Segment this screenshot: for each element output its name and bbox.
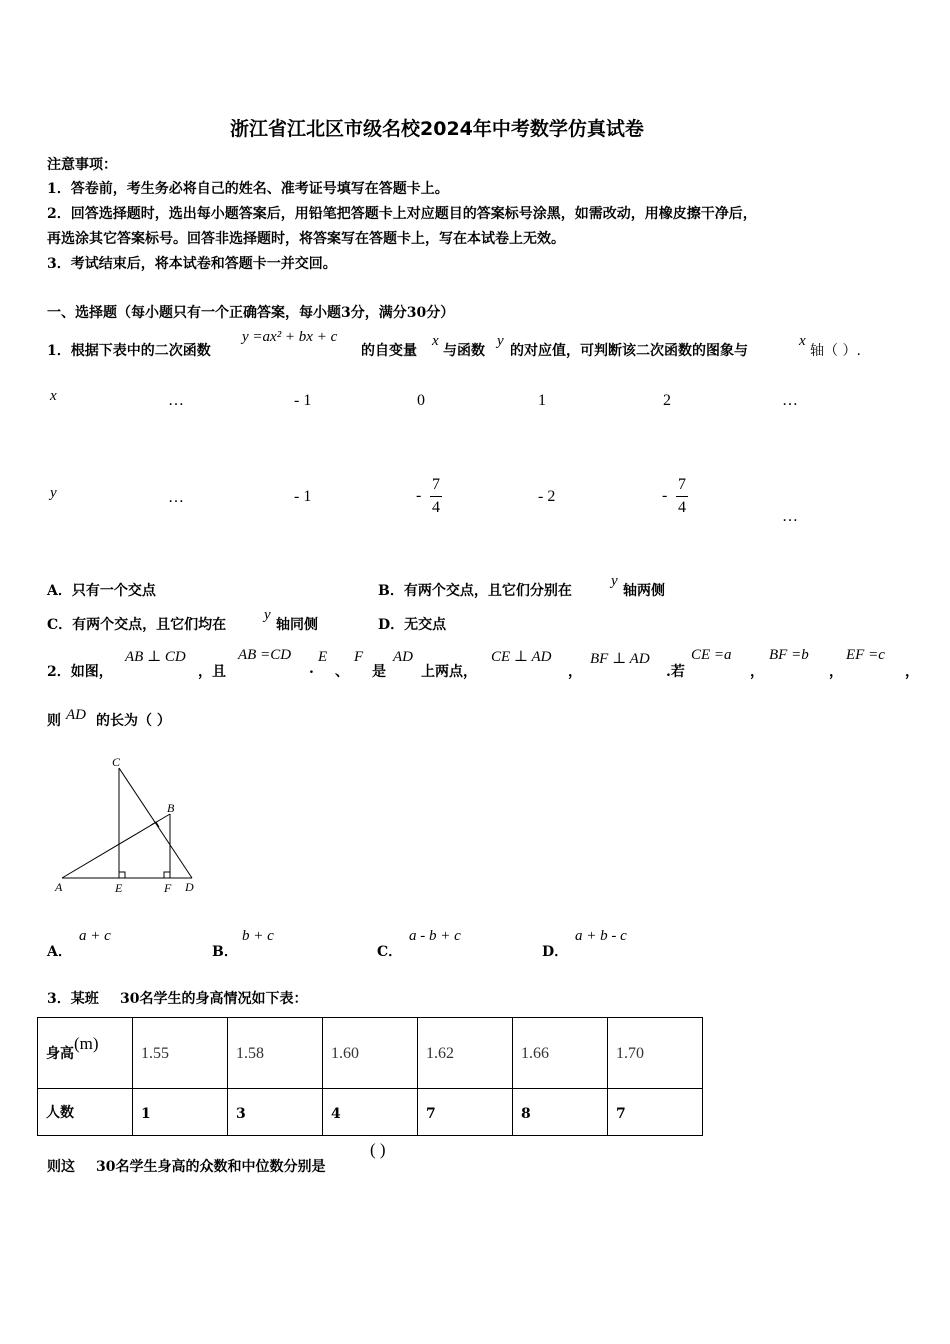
q1-table-x-cell: …: [168, 392, 184, 409]
q1-option-c[interactable]: C．有两个交点，且它们均在: [47, 617, 227, 633]
q1-option-b-tail: 轴两侧: [623, 583, 665, 599]
table-row-header: [38, 1018, 133, 1089]
q3-height-table: [37, 1017, 703, 1136]
point-label-a: A: [55, 880, 63, 894]
q1-table-x-cell: 2: [663, 392, 671, 409]
q2-line2-prefix: 则: [47, 713, 61, 729]
fraction-bar: [676, 496, 688, 497]
count-value: 4: [331, 1105, 341, 1122]
fraction-denominator: 4: [678, 499, 686, 516]
q2-option-b[interactable]: B．: [212, 944, 238, 960]
q1-prefix: 1．根据下表中的二次函数: [47, 343, 211, 359]
count-value: 1: [141, 1105, 151, 1122]
q1-var-y: y: [497, 333, 504, 349]
table-cell: [608, 1089, 703, 1136]
q2-option-a-expr: a + c: [79, 928, 111, 944]
q2-expr: CE =a: [691, 647, 732, 663]
q2-expr: BF =b: [769, 647, 809, 663]
q2-option-b-expr: b + c: [242, 928, 274, 944]
table-row-header: [38, 1089, 133, 1136]
notice-heading: 注意事项：: [47, 157, 117, 173]
q3-question: 30名学生身高的众数和中位数分别是: [96, 1159, 326, 1175]
q2-expr: EF =c: [846, 647, 885, 663]
point-label-d: D: [185, 880, 194, 894]
q1-table-y-cell: - 1: [294, 488, 312, 505]
point-label-c: C: [112, 755, 121, 769]
q1-text: 与函数: [443, 343, 485, 359]
q2-expr: AB =CD: [238, 647, 292, 663]
q1-table-y-cell: …: [168, 489, 184, 506]
table-cell: [228, 1089, 323, 1136]
q1-text: 的对应值，可判断该二次函数的图象与: [510, 343, 748, 359]
height-value: 1.58: [236, 1045, 264, 1062]
count-value: 8: [521, 1105, 531, 1122]
q1-fraction: [425, 476, 447, 517]
q3-stem: 30名学生的身高情况如下表：: [120, 991, 308, 1007]
notice-item: 再选涂其它答案标号。回答非选择题时，将答案写在答题卡上，写在本试卷上无效。: [47, 231, 565, 247]
q2-expr: BF ⊥ AD: [590, 651, 650, 667]
q1-option-b-var: y: [611, 573, 618, 589]
q2-text: 上两点，: [421, 664, 477, 680]
table-cell: [513, 1089, 608, 1136]
height-unit: (m): [74, 1034, 99, 1053]
q1-table-x-label: x: [50, 388, 57, 404]
page-title: 浙江省江北区市级名校2024年中考数学仿真试卷: [230, 118, 644, 140]
q1-table-y-label: y: [50, 485, 57, 501]
height-value: 1.55: [141, 1045, 169, 1062]
q2-option-d[interactable]: D．: [542, 944, 569, 960]
height-value: 1.66: [521, 1045, 549, 1062]
table-cell: [418, 1018, 513, 1089]
q2-expr: F: [354, 649, 364, 665]
table-row: [38, 1018, 703, 1089]
table-cell: [323, 1089, 418, 1136]
q1-fraction: [671, 476, 693, 517]
q1-table-x-cell: …: [782, 392, 798, 409]
notice-item: 3．考试结束后，将本试卷和答题卡一并交回。: [47, 256, 337, 272]
q1-axis-var: x: [799, 333, 806, 349]
q1-option-c-tail: 轴同侧: [276, 617, 318, 633]
table-cell: [513, 1018, 608, 1089]
q2-geometry-figure: [50, 752, 210, 897]
height-value: 1.60: [331, 1045, 359, 1062]
q2-expr: AD: [393, 649, 413, 665]
table-cell: [608, 1018, 703, 1089]
q1-option-b[interactable]: B．有两个交点，且它们分别在: [378, 583, 572, 599]
table-row: [38, 1089, 703, 1136]
point-label-e: E: [115, 881, 123, 895]
table-cell: [323, 1018, 418, 1089]
q1-var-x: x: [432, 333, 439, 349]
q2-text: 、: [335, 664, 349, 680]
q2-expr: CE ⊥ AD: [491, 649, 552, 665]
q1-table-x-cell: - 1: [294, 392, 312, 409]
q2-text: ，: [829, 664, 843, 680]
q2-line2-text: 的长为（ ）: [96, 713, 171, 729]
table-cell: [228, 1018, 323, 1089]
q3-question-prefix: 则这: [47, 1159, 75, 1175]
q1-formula: y =ax² + bx + c: [242, 329, 338, 345]
notice-item: 2．回答选择题时，选出每小题答案后，用铅笔把答题卡上对应题目的答案标号涂黑，如需改动，用橡皮擦干净后，: [47, 206, 757, 222]
right-angle-e: [119, 872, 125, 878]
height-label: 身高: [46, 1046, 74, 1062]
q2-text: .若: [666, 664, 685, 680]
q2-text: ，: [905, 664, 919, 680]
q2-prefix: 2．如图，: [47, 664, 113, 680]
q2-expr: AB ⊥ CD: [125, 649, 186, 665]
count-label: 人数: [46, 1105, 74, 1121]
q2-option-c-expr: a - b + c: [409, 928, 461, 944]
fraction-denominator: 4: [432, 499, 440, 516]
count-value: 7: [616, 1105, 626, 1122]
q2-option-a[interactable]: A．: [47, 944, 72, 960]
q1-table-x-cell: 1: [538, 392, 546, 409]
point-label-f: F: [164, 881, 172, 895]
right-angle-f: [164, 872, 170, 878]
height-value: 1.70: [616, 1045, 644, 1062]
q1-option-a[interactable]: A．只有一个交点: [47, 583, 156, 599]
q2-line2-var: AD: [66, 707, 86, 723]
q1-table-y-cell: - 2: [538, 488, 556, 505]
q2-text: ，且: [198, 664, 226, 680]
q2-option-c[interactable]: C．: [377, 944, 403, 960]
q2-option-d-expr: a + b - c: [575, 928, 627, 944]
fraction-numerator: 7: [678, 476, 686, 493]
height-value: 1.62: [426, 1045, 454, 1062]
q1-table-y-cell: -: [416, 487, 422, 504]
table-cell: [133, 1018, 228, 1089]
point-label-b: B: [167, 801, 175, 815]
q1-option-c-var: y: [264, 607, 271, 623]
q2-text: ，: [750, 664, 764, 680]
q2-text: .: [309, 661, 314, 677]
q3-answer-blank: ( ): [370, 1140, 386, 1159]
q1-text: 的自变量: [361, 343, 417, 359]
q1-option-d[interactable]: D．无交点: [378, 617, 447, 633]
fraction-bar: [430, 496, 442, 497]
q3-prefix: 3．某班: [47, 991, 99, 1007]
section-heading: 一、选择题（每小题只有一个正确答案，每小题3分，满分30分）: [47, 305, 455, 321]
q1-table-y-cell: …: [782, 508, 798, 525]
q1-table-y-cell: -: [662, 487, 668, 504]
q1-table-x-cell: 0: [417, 392, 425, 409]
count-value: 7: [426, 1105, 436, 1122]
notice-item: 1．答卷前，考生务必将自己的姓名、准考证号填写在答题卡上。: [47, 181, 449, 197]
table-cell: [133, 1089, 228, 1136]
count-value: 3: [236, 1105, 246, 1122]
q2-text: 是: [372, 664, 386, 680]
q2-text: ，: [568, 664, 582, 680]
fraction-numerator: 7: [432, 476, 440, 493]
q1-tail: 轴（ ）.: [810, 343, 861, 359]
q2-expr: E: [318, 649, 328, 665]
table-cell: [418, 1089, 513, 1136]
